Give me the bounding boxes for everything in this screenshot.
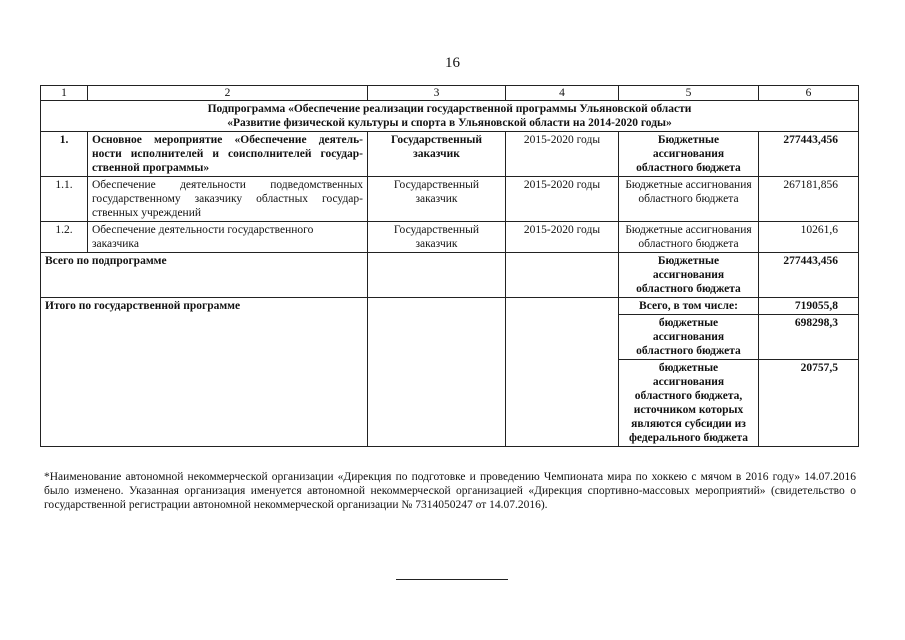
column-header: 5	[619, 86, 759, 101]
page-number: 16	[445, 55, 460, 71]
total-label: Итого по государственной программе	[41, 298, 368, 447]
row-number: 1.2.	[41, 222, 88, 253]
executor: Государственный заказчик	[368, 222, 506, 253]
funding-source-total: Всего, в том числе:	[619, 298, 759, 315]
funding-source: бюджетные ассигнования областного бюджета	[619, 315, 759, 360]
table-row	[41, 222, 859, 253]
subprogram-title-line-2: «Развитие физической культуры и спорта в Ульяновской области на 2014-2020 годы»	[227, 117, 672, 129]
amount: 698298,3	[759, 315, 859, 360]
funding-source: Бюджетные ассигнования областного бюджета	[619, 177, 759, 222]
subtotal-row	[41, 253, 859, 298]
measure-name: Обеспечение деятельности подведомственных государственному заказчику областных государ-ственных учреждений	[88, 177, 368, 222]
funding-source: бюджетные ассигнования областного бюджета, источником которых являются субсидии из федерального бюджета	[619, 360, 759, 447]
subprogram-title	[41, 101, 859, 132]
funding-source: Бюджетные ассигнования областного бюджета	[619, 222, 759, 253]
amount: 277443,456	[759, 253, 859, 298]
years: 2015-2020 годы	[506, 132, 619, 177]
amount: 719055,8	[759, 298, 859, 315]
measure-name: Обеспечение деятельности государственного заказчика	[88, 222, 368, 253]
subtotal-label: Всего по подпрограмме	[41, 253, 368, 298]
years: 2015-2020 годы	[506, 177, 619, 222]
subprogram-title-line-1: Подпрограмма «Обеспечение реализации государственной программы Ульяновской области	[207, 103, 692, 115]
measure-name: Основное мероприятие «Обеспечение деятель-ности исполнителей и соисполнителей государ-ственной программы»	[88, 132, 368, 177]
program-table	[40, 85, 859, 447]
empty-cell	[368, 253, 506, 298]
executor: Государственный заказчик	[368, 132, 506, 177]
amount: 277443,456	[759, 132, 859, 177]
total-row	[41, 298, 859, 315]
table-header-row	[41, 86, 859, 101]
row-number: 1.	[41, 132, 88, 177]
column-header: 6	[759, 86, 859, 101]
empty-cell	[506, 253, 619, 298]
years: 2015-2020 годы	[506, 222, 619, 253]
executor: Государственный заказчик	[368, 177, 506, 222]
amount: 10261,6	[759, 222, 859, 253]
column-header: 3	[368, 86, 506, 101]
empty-cell	[506, 298, 619, 447]
column-header: 4	[506, 86, 619, 101]
subprogram-caption-row	[41, 101, 859, 132]
amount: 20757,5	[759, 360, 859, 447]
row-number: 1.1.	[41, 177, 88, 222]
funding-source: Бюджетные ассигнования областного бюджета	[619, 253, 759, 298]
table-row	[41, 132, 859, 177]
empty-cell	[368, 298, 506, 447]
divider-line	[396, 579, 508, 580]
footnote: *Наименование автономной некоммерческой организации «Дирекция по подготовке и проведению Чемпионата мира по хоккею с мячом в 2016 году» 14.07.2016 было изменено. Указанная организация именуется автономной некоммерческой организацией «Дирекция спортивно-массовых мероприятий» (свидетельство о государственной регистрации автономной некоммерческой организации № 7314050247 от 14.07.2016).	[44, 471, 856, 511]
table-row	[41, 177, 859, 222]
column-header: 2	[88, 86, 368, 101]
funding-source: Бюджетные ассигнования областного бюджета	[619, 132, 759, 177]
column-header: 1	[41, 86, 88, 101]
amount: 267181,856	[759, 177, 859, 222]
